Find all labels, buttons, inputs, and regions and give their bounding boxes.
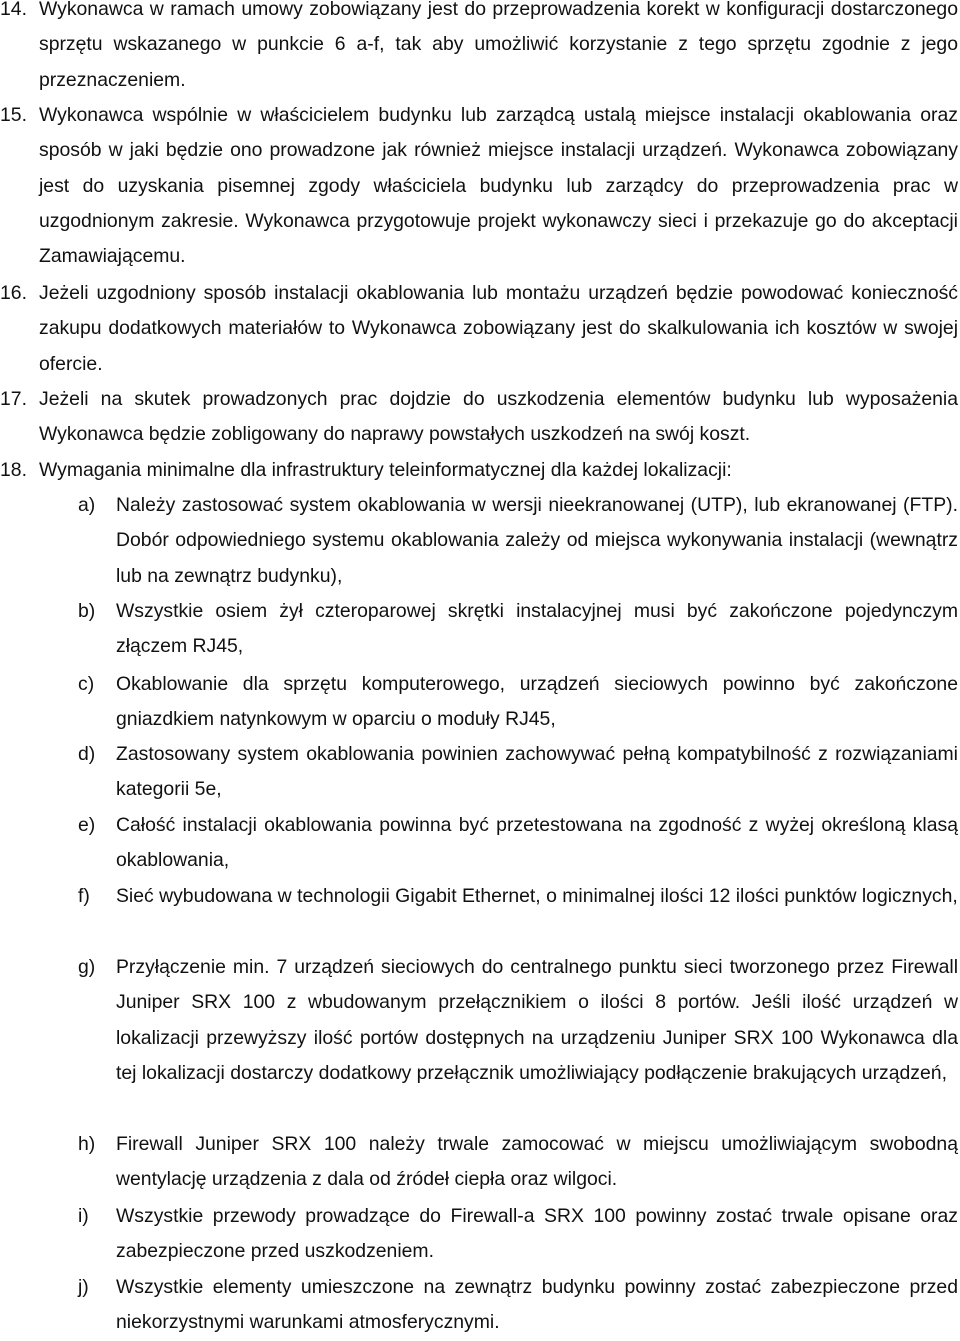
list-item-label: a) bbox=[78, 494, 96, 516]
paragraph-text: Wykonawca w ramach umowy zobowiązany jest do przeprowadzenia korekt w konfiguracji dostarczonego sprzętu wskazanego w punkcie 6 a-f, tak aby umożliwić korzystanie z tego sprzętu zgodnie z jego przeznaczeniem. bbox=[39, 0, 958, 91]
paragraph-number: 16. bbox=[0, 282, 27, 304]
list-item-text: Całość instalacji okablowania powinna być przetestowana na zgodność z wyżej określoną klasą okablowania, bbox=[116, 814, 958, 872]
paragraph-text: Jeżeli na skutek prowadzonych prac dojdzie do uszkodzenia elementów budynku lub wyposażenia Wykonawca będzie zobligowany do naprawy powstałych uszkodzeń na swój koszt. bbox=[39, 388, 958, 446]
list-item-text: Wszystkie przewody prowadzące do Firewall-a SRX 100 powinny zostać trwale opisane oraz zabezpieczone przed uszkodzeniem. bbox=[116, 1205, 958, 1263]
list-item-label: h) bbox=[78, 1133, 96, 1155]
paragraph-text: Wykonawca wspólnie w właścicielem budynku lub zarządcą ustalą miejsce instalacji okablowania oraz sposób w jaki będzie ono prowadzone jak również miejsce instalacji urządzeń. Wykonawca zobowiązany jest do uzyskania pisemnej zgody właściciela budynku lub zarządcy do przeprowadzenia prac w uzgodnionym zakresie. Wykonawca przygotowuje projekt wykonawczy sieci i przekazuje go do akceptacji Zamawiającemu. bbox=[39, 104, 958, 268]
list-item-label: f) bbox=[78, 885, 90, 907]
list-item-label: b) bbox=[78, 600, 96, 622]
paragraph-text: Jeżeli uzgodniony sposób instalacji okablowania lub montażu urządzeń będzie powodować konieczność zakupu dodatkowych materiałów to Wykonawca zobowiązany jest do skalkulowania ich kosztów w swojej ofercie. bbox=[39, 282, 958, 375]
paragraph-number: 14. bbox=[0, 0, 27, 20]
list-item-text: Sieć wybudowana w technologii Gigabit Ethernet, o minimalnej ilości 12 ilości punktów logicznych, bbox=[116, 885, 958, 907]
list-item-text: Okablowanie dla sprzętu komputerowego, urządzeń sieciowych powinno być zakończone gniazdkiem natynkowym w oparciu o moduły RJ45, bbox=[116, 673, 958, 731]
list-item-text: Przyłączenie min. 7 urządzeń sieciowych do centralnego punktu sieci tworzonego przez Firewall Juniper SRX 100 z wbudowanym przełącznikiem o ilości 8 portów. Jeśli ilość urządzeń w lokalizacji przewyższy ilość portów dostępnych na urządzeniu Juniper SRX 100 Wykonawca dla tej lokalizacji dostarczy dodatkowy przełącznik umożliwiający podłączenie brakujących urządzeń, bbox=[116, 956, 958, 1084]
list-item-label: j) bbox=[78, 1276, 89, 1298]
paragraph-text: Wymagania minimalne dla infrastruktury teleinformatycznej dla każdej lokalizacji: bbox=[39, 459, 732, 481]
list-item-label: g) bbox=[78, 956, 96, 978]
paragraph-number: 18. bbox=[0, 459, 27, 481]
list-item-label: e) bbox=[78, 814, 96, 836]
paragraph-number: 15. bbox=[0, 104, 27, 126]
list-item-text: Firewall Juniper SRX 100 należy trwale zamocować w miejscu umożliwiającym swobodną wentylację urządzenia z dala od źródeł ciepła oraz wilgoci. bbox=[116, 1133, 958, 1191]
list-item-text: Zastosowany system okablowania powinien zachowywać pełną kompatybilność z rozwiązaniami kategorii 5e, bbox=[116, 743, 958, 801]
list-item-label: i) bbox=[78, 1205, 89, 1227]
list-item-label: c) bbox=[78, 673, 95, 695]
list-item-text: Wszystkie elementy umieszczone na zewnątrz budynku powinny zostać zabezpieczone przed niekorzystnymi warunkami atmosferycznymi. bbox=[116, 1276, 958, 1334]
list-item-text: Wszystkie osiem żył czteroparowej skrętki instalacyjnej musi być zakończone pojedynczym złączem RJ45, bbox=[116, 600, 958, 658]
list-item-text: Należy zastosować system okablowania w wersji nieekranowanej (UTP), lub ekranowanej (FTP). Dobór odpowiedniego systemu okablowania zależy od miejsca wykonywania instalacji (wewnątrz lub na zewnątrz budynku), bbox=[116, 494, 958, 587]
list-item-label: d) bbox=[78, 743, 96, 765]
paragraph-number: 17. bbox=[0, 388, 27, 410]
